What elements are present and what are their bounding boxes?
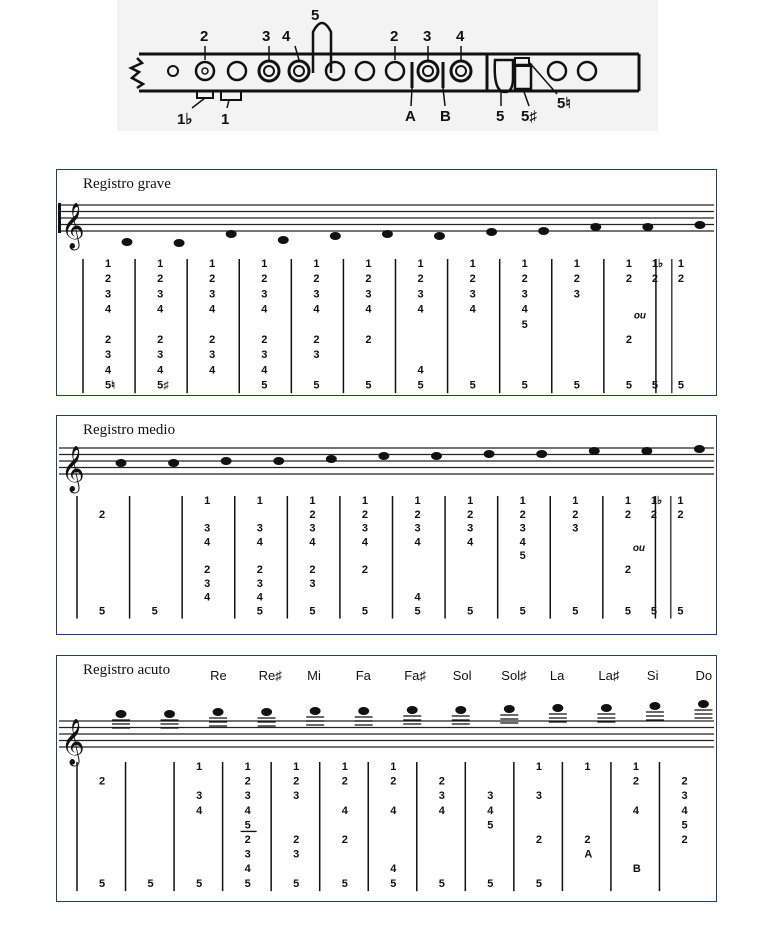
treble-clef-icon: 𝄞 (61, 446, 85, 492)
hole-3-right (418, 61, 438, 81)
fingering-number: 3 (681, 790, 688, 803)
instrument-keys-diagram (117, 0, 658, 131)
fingering-number: 5 (244, 819, 251, 832)
fingering-number: 2 (105, 273, 112, 286)
fingering-number: 3 (209, 288, 216, 301)
ou-label: ou (632, 542, 646, 554)
note-head (407, 706, 418, 714)
note-head (694, 221, 705, 229)
note-head (221, 457, 232, 465)
fingering-number: 2 (414, 508, 421, 521)
break-line (131, 58, 143, 88)
fingering-number: 4 (417, 303, 424, 316)
hole-4-right-inner (456, 66, 466, 76)
fingering-number: 5 (390, 877, 397, 890)
fingering-number: 2 (209, 273, 216, 286)
fingering-number: 1 (261, 258, 268, 270)
fingering-number: 4 (469, 303, 476, 316)
fingering-number: 3 (361, 522, 369, 535)
fingering-number: 5 (677, 379, 685, 392)
fingering-number: 2 (681, 834, 688, 846)
fingering-number: 5 (293, 877, 300, 890)
label-top-4: 4 (282, 28, 291, 45)
note-name: Mi (307, 668, 321, 683)
hole-3-left-inner (264, 66, 274, 76)
fingering-number: 4 (256, 536, 263, 549)
fingering-number: 5 (99, 605, 106, 618)
label-A: A (405, 108, 416, 125)
fingering-number: 2 (365, 273, 372, 286)
note-head (601, 704, 612, 712)
fingering-number: 5 (196, 877, 203, 890)
fingering-number: 5 (313, 379, 320, 392)
note-head (168, 459, 179, 467)
fingering-number: 2 (293, 834, 300, 846)
fingering-number: 5 (414, 605, 421, 618)
note-name: Si (646, 668, 659, 683)
fingering-number: 2 (99, 775, 106, 788)
label-1: 1 (221, 111, 230, 128)
fingering-number: 1 (469, 258, 476, 270)
fingering-number: 3 (309, 522, 316, 535)
register-title: Registro grave (83, 176, 171, 192)
label-5: 5 (496, 108, 505, 125)
note-head (486, 228, 497, 236)
fingering-number: 4 (361, 536, 369, 549)
fingering-number: 1 (256, 495, 263, 507)
note-head (649, 702, 660, 710)
note-name: Do (695, 668, 713, 683)
note-head (310, 707, 321, 715)
fingering-number: 2 (244, 834, 251, 846)
fingering-number: 3 (313, 288, 320, 301)
fingering-number: 3 (293, 848, 300, 861)
fingering-number: 2 (624, 508, 631, 521)
note-head (116, 459, 127, 467)
note-head (382, 230, 393, 238)
leader (227, 100, 229, 108)
fingering-number: 4 (390, 804, 397, 817)
hole-2-left (196, 62, 214, 80)
fingering-number: 3 (293, 790, 300, 803)
note-head (122, 238, 133, 246)
fingering-number: 3 (414, 522, 421, 535)
fingering-number: 2 (313, 273, 320, 286)
fingering-number: 2 (341, 834, 348, 846)
fingering-number: 4 (105, 364, 112, 377)
fingering-number: 2 (417, 273, 424, 286)
hole-plain (228, 62, 246, 80)
note-head (694, 445, 705, 453)
fingering-number: 2 (209, 334, 216, 346)
small-hole (168, 66, 178, 76)
fingering-number: 2 (157, 273, 164, 286)
fingering-number: 5 (625, 379, 632, 392)
fingering-number: 1 (361, 495, 369, 507)
fingering-number: 4 (204, 591, 211, 604)
fingering-number: 2 (261, 334, 268, 346)
bar-line (58, 203, 61, 233)
fingering-number: 1 (105, 258, 112, 270)
note-name: Fa♯ (404, 668, 426, 683)
fingering-number: 5 (487, 877, 494, 890)
note-head (455, 706, 466, 714)
fingering-number: 1 (572, 495, 579, 507)
fingering-number: 3 (535, 790, 542, 803)
fingering-number: 4 (438, 804, 445, 817)
fingering-number: 4 (204, 536, 211, 549)
fingering-number: 2 (469, 273, 476, 286)
hole-4-left (289, 61, 309, 81)
note-head (330, 232, 341, 240)
note-head (431, 452, 442, 460)
fingering-number: 5♯ (157, 379, 169, 392)
hole-plain-3 (356, 62, 374, 80)
fingering-number: 2 (625, 334, 632, 346)
label-B: B (440, 108, 451, 125)
label-top-2b: 2 (390, 28, 399, 45)
label-top-3: 3 (262, 28, 271, 45)
note-name: Fa (355, 668, 371, 683)
fingering-number: 3 (157, 349, 164, 362)
fingering-number: 1 (390, 761, 397, 773)
note-name: Sol♯ (501, 668, 527, 683)
fingering-number: 1 (677, 495, 684, 507)
fingering-number: 5 (438, 877, 445, 890)
fingering-number: 3 (196, 790, 203, 803)
hole-3-right-inner (423, 66, 433, 76)
fingering-number: 5 (417, 379, 424, 392)
fingering-number: 1 (414, 495, 421, 507)
fingering-number: 3 (157, 288, 164, 301)
note-head (278, 236, 289, 244)
fingering-number: 4 (157, 303, 164, 316)
fingering-number: 4 (157, 364, 164, 377)
key-5-sharp (515, 65, 531, 89)
fingering-number: 2 (632, 775, 640, 788)
hole-2-right (386, 62, 404, 80)
fingering-number: 4 (414, 536, 421, 549)
fingering-number: 3 (204, 577, 211, 590)
note-head (434, 232, 445, 240)
fingering-number: 3 (573, 288, 580, 301)
fingering-number: 4 (261, 303, 268, 316)
fingering-number: 3 (438, 790, 445, 803)
fingering-number: 1 (196, 761, 203, 773)
fingering-number: 5 (519, 550, 526, 563)
fingering-number: 2 (365, 334, 372, 346)
fingering-number: 3 (261, 288, 268, 301)
fingering-number: 3 (365, 288, 372, 301)
fingering-number: 4 (244, 804, 251, 817)
hole-end-2 (578, 62, 596, 80)
label-5-sharp: 5♯ (521, 108, 537, 125)
treble-clef-icon: 𝄞 (61, 203, 85, 249)
note-head (504, 705, 515, 713)
fingering-number: 4 (244, 863, 251, 876)
note-head (590, 223, 601, 231)
note-head (641, 447, 652, 455)
fingering-number: 5 (261, 379, 268, 392)
fingering-number: 4 (256, 591, 263, 604)
note-head (484, 450, 495, 458)
fingering-table (57, 170, 718, 397)
fingering-number: 2 (313, 334, 320, 346)
fingering-number: 5 (147, 877, 154, 890)
leader (192, 98, 205, 108)
fingering-number: 2 (341, 775, 348, 788)
note-head (538, 227, 549, 235)
fingering-number: 1 (573, 258, 580, 270)
fingering-number: 2 (256, 564, 263, 576)
fingering-number: 4 (209, 364, 216, 377)
fingering-number: A (584, 848, 593, 861)
note-head (116, 710, 127, 718)
fingering-number: 1 (293, 761, 300, 773)
note-head (261, 708, 272, 716)
fingering-number: 1 (157, 258, 164, 270)
fingering-number: 5 (99, 877, 106, 890)
fingering-number: 5 (519, 605, 526, 618)
fingering-number: 2 (573, 273, 580, 286)
leader (411, 88, 412, 106)
hole-plain-2 (326, 62, 344, 80)
fingering-number: 4 (417, 364, 424, 377)
note-head (552, 704, 563, 712)
fingering-number: 4 (632, 804, 640, 817)
fingering-number: 2 (390, 775, 397, 788)
fingering-number: 2 (105, 334, 112, 346)
fingering-number: 2 (519, 508, 526, 521)
fingering-number: 5 (309, 605, 316, 618)
note-head (589, 447, 600, 455)
instrument-svg (117, 0, 658, 131)
fingering-number: 3 (467, 522, 474, 535)
fingering-number: 2 (535, 834, 542, 846)
note-head (273, 457, 284, 465)
fingering-number: 3 (261, 349, 268, 362)
fingering-number: 3 (519, 522, 526, 535)
fingering-number: B (632, 863, 641, 876)
fingering-number: 3 (105, 288, 112, 301)
fingering-number: 2 (677, 273, 685, 286)
fingering-number: 5 (573, 379, 580, 392)
fingering-number: 1 (309, 495, 316, 507)
fingering-number: 1 (521, 258, 528, 270)
fingering-number: 1 (244, 761, 251, 773)
register-panel-grave (56, 169, 717, 396)
fingering-number: 2 (157, 334, 164, 346)
note-head (642, 223, 653, 231)
hole-3-left (259, 61, 279, 81)
register-panel-medio (56, 415, 717, 635)
fingering-number: 1 (624, 495, 631, 507)
treble-clef-icon: 𝄞 (61, 719, 85, 765)
fingering-number: 3 (209, 349, 216, 362)
fingering-table (57, 656, 718, 903)
note-head (213, 708, 224, 716)
fingering-number: 1 (313, 258, 320, 270)
note-head (378, 452, 389, 460)
fingering-number: 1 (209, 258, 216, 270)
fingering-number: 2 (204, 564, 211, 576)
fingering-number: 4 (341, 804, 348, 817)
register-title: Registro acuto (83, 662, 171, 678)
fingering-number: 4 (414, 591, 421, 604)
fingering-number: 4 (105, 303, 112, 316)
fingering-number: 1 (519, 495, 526, 507)
fingering-number: 4 (313, 303, 320, 316)
fingering-number: 5 (361, 605, 369, 618)
fingering-number: 2 (261, 273, 268, 286)
label-5-natural: 5♮ (557, 95, 571, 112)
fingering-number: 3 (244, 848, 251, 861)
fingering-number: 5 (677, 605, 684, 618)
fingering-number: 1 (625, 258, 632, 270)
fingering-number: 4 (487, 804, 494, 817)
fingering-number: 5 (256, 605, 263, 618)
fingering-number: 5 (535, 877, 542, 890)
fingering-number: 4 (519, 536, 526, 549)
fingering-number: 5 (469, 379, 476, 392)
fingering-number: 5 (521, 379, 528, 392)
fingering-number: 1 (535, 761, 542, 773)
fingering-number: 4 (390, 863, 397, 876)
fingering-number: 3 (469, 288, 476, 301)
note-name: Re♯ (258, 668, 282, 683)
fingering-number: 2 (309, 564, 316, 576)
fingering-number: 3 (244, 790, 251, 803)
fingering-number: 3 (256, 522, 263, 535)
fingering-alt-number: 1♭ (650, 495, 663, 507)
note-name: Re (210, 668, 227, 683)
fingering-number: 5 (572, 605, 579, 618)
fingering-number: 4 (467, 536, 474, 549)
fingering-number: 2 (438, 775, 445, 788)
fingering-number: 4 (365, 303, 372, 316)
fingering-number: 4 (681, 804, 688, 817)
fingering-number: 2 (361, 508, 369, 521)
fingering-number: 5 (341, 877, 348, 890)
label-top-5: 5 (311, 7, 320, 24)
fingering-number: 3 (105, 349, 112, 362)
fingering-number: 2 (681, 775, 688, 788)
fingering-number: 3 (256, 577, 263, 590)
fingering-number: 4 (521, 303, 528, 316)
fingering-number: 1 (341, 761, 348, 773)
fingering-alt-number: 2 (650, 508, 657, 521)
fingering-number: 5 (681, 819, 688, 832)
note-name: La (549, 668, 565, 683)
fingering-number: 1 (584, 761, 591, 773)
fingering-number: 1 (417, 258, 424, 270)
fingering-number: 2 (625, 273, 632, 286)
fingering-alt-number: 1♭ (651, 258, 664, 270)
fingering-number: 4 (209, 303, 216, 316)
fingering-number: 3 (487, 790, 494, 803)
fingering-number: 2 (584, 834, 591, 846)
fingering-number: 5 (244, 877, 251, 890)
fingering-alt-number: 5 (651, 379, 658, 392)
ou-label: ou (633, 310, 647, 322)
note-name: La♯ (598, 668, 620, 683)
fingering-number: 2 (361, 564, 369, 576)
fingering-number: 2 (309, 508, 316, 521)
fingering-number: 3 (309, 577, 316, 590)
fingering-number: 5 (467, 605, 474, 618)
fingering-number: 5 (487, 819, 494, 832)
hole-end-1 (548, 62, 566, 80)
fingering-number: 2 (521, 273, 528, 286)
fingering-number: 5 (624, 605, 631, 618)
fingering-alt-number: 2 (651, 273, 658, 286)
fingering-number: 4 (196, 804, 203, 817)
fingering-number: 1 (204, 495, 211, 507)
register-title: Registro medio (83, 422, 176, 438)
fingering-number: 2 (99, 508, 106, 521)
fingering-number: 4 (309, 536, 316, 549)
fingering-number: 2 (572, 508, 579, 521)
label-top-3b: 3 (423, 28, 432, 45)
fingering-number: 1 (632, 761, 640, 773)
fingering-number: 1 (467, 495, 474, 507)
fingering-number: 3 (417, 288, 424, 301)
note-head (358, 707, 369, 715)
fingering-number: 1 (677, 258, 685, 270)
fingering-number: 1 (365, 258, 372, 270)
fingering-number: 2 (467, 508, 474, 521)
fingering-number: 3 (204, 522, 211, 535)
fingering-number: 3 (313, 349, 320, 362)
fingering-number: 5 (365, 379, 372, 392)
note-head (226, 230, 237, 238)
label-1-flat: 1♭ (177, 111, 193, 128)
note-head (326, 455, 337, 463)
fingering-number: 5♮ (105, 379, 116, 392)
fingering-number: 2 (677, 508, 684, 521)
note-head (698, 700, 709, 708)
fingering-number: 5 (151, 605, 158, 618)
note-head (174, 239, 185, 247)
fingering-number: 4 (261, 364, 268, 377)
note-name: Sol (452, 668, 472, 683)
key-5-cup (495, 60, 513, 92)
register-panel-acuto (56, 655, 717, 902)
fingering-number: 3 (521, 288, 528, 301)
hole-4-right (451, 61, 471, 81)
fingering-number: 3 (572, 522, 579, 535)
fingering-number: 2 (293, 775, 300, 788)
fingering-table (57, 416, 718, 636)
hole-2-left-inner (202, 68, 208, 74)
fingering-alt-number: 5 (650, 605, 657, 618)
note-head (164, 710, 175, 718)
label-top-2: 2 (200, 28, 209, 45)
hole-4-left-inner (294, 66, 304, 76)
label-top-4b: 4 (456, 28, 465, 45)
fingering-number: 5 (521, 318, 528, 331)
fingering-number: 2 (624, 564, 631, 576)
note-head (536, 450, 547, 458)
fingering-number: 2 (244, 775, 251, 788)
